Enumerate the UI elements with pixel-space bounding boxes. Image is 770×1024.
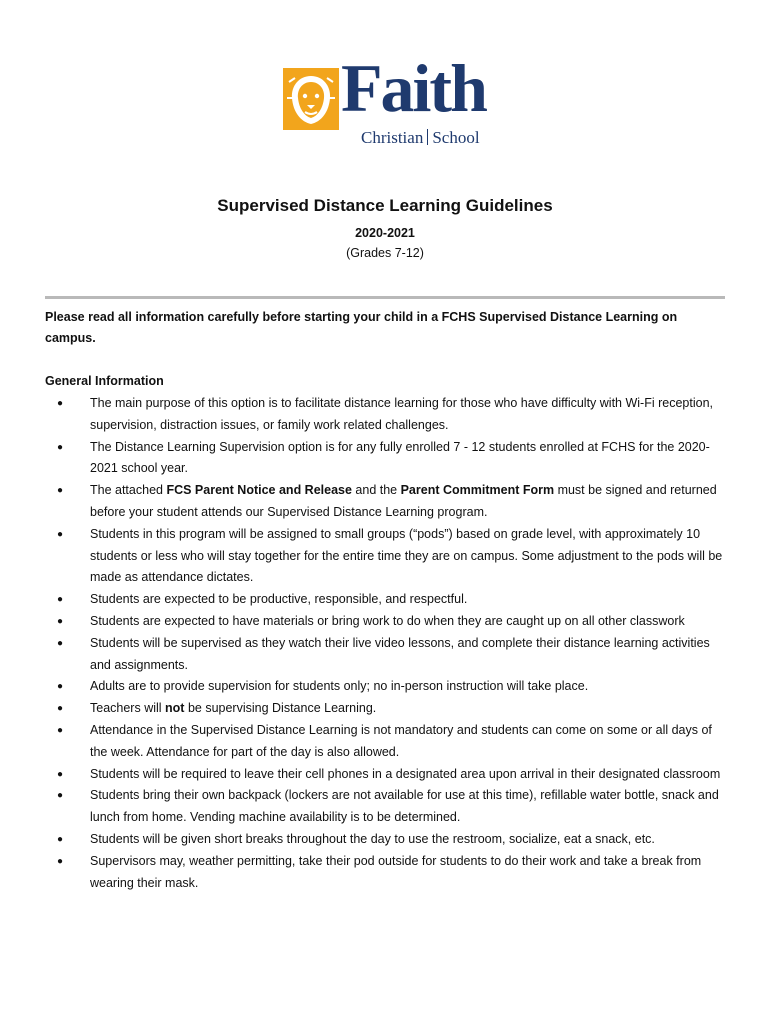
list-item: ● Students are expected to be productive, responsible, and respectful. <box>45 589 725 611</box>
list-item: ● Supervisors may, weather permitting, take their pod outside for students to do their work and take a break from wearing their mask. <box>45 851 725 895</box>
list-item: ● Attendance in the Supervised Distance Learning is not mandatory and students can come on some or all days of the week. Attendance for part of the day is also allowed. <box>45 720 725 764</box>
list-item: ● The main purpose of this option is to facilitate distance learning for those who have difficulty with Wi-Fi reception, supervision, distraction issues, or family work related challenges. <box>45 393 725 437</box>
list-item: ● Students will be supervised as they watch their live video lessons, and complete their distance learning activities and assignments. <box>45 633 725 677</box>
emphasis-not: not <box>165 701 185 716</box>
logo-sub-left: Christian <box>361 128 424 147</box>
horizontal-divider <box>45 296 725 299</box>
grade-range: (Grades 7-12) <box>346 246 424 260</box>
section-heading: General Information <box>45 374 164 388</box>
logo-wordmark: Faith <box>341 50 486 126</box>
school-logo <box>283 50 493 150</box>
logo-divider <box>427 129 428 145</box>
school-year: 2020-2021 <box>355 226 415 240</box>
guidelines-list <box>45 393 725 894</box>
form-name-release: FCS Parent Notice and Release <box>166 483 352 498</box>
page-title: Supervised Distance Learning Guidelines <box>217 196 553 215</box>
logo-subtitle <box>361 128 480 148</box>
list-item: ● Students will be required to leave their cell phones in a designated area upon arrival in their designated classroom <box>45 764 725 786</box>
list-item: ● Students are expected to have materials or bring work to do when they are caught up on all other classwork <box>45 611 725 633</box>
list-item: ● Adults are to provide supervision for students only; no in-person instruction will take place. <box>45 676 725 698</box>
list-item: ● Students in this program will be assigned to small groups (“pods”) based on grade level, with approximately 10 students or less who will stay together for the entire time they are on campus. Some adjustment to the pods will be made as attendance dictates. <box>45 524 725 589</box>
list-item: ● The Distance Learning Supervision option is for any fully enrolled 7 - 12 students enrolled at FCHS for the 2020-2021 school year. <box>45 437 725 481</box>
list-item: ● Teachers will not be supervising Distance Learning. <box>45 698 725 720</box>
list-item: ● Students will be given short breaks throughout the day to use the restroom, socialize, eat a snack, etc. <box>45 829 725 851</box>
lion-crest-icon <box>283 68 339 130</box>
list-item: ● The attached FCS Parent Notice and Release and the Parent Commitment Form must be signed and returned before your student attends our Supervised Distance Learning program. <box>45 480 725 524</box>
form-name-commitment: Parent Commitment Form <box>400 483 555 498</box>
logo-sub-right: School <box>432 128 480 147</box>
intro-notice: Please read all information carefully before starting your child in a FCHS Supervised Distance Learning on campus. <box>45 310 678 345</box>
list-item: ● Students bring their own backpack (lockers are not available for use at this time), refillable water bottle, snack and lunch from home. Vending machine availability is to be determined. <box>45 785 725 829</box>
